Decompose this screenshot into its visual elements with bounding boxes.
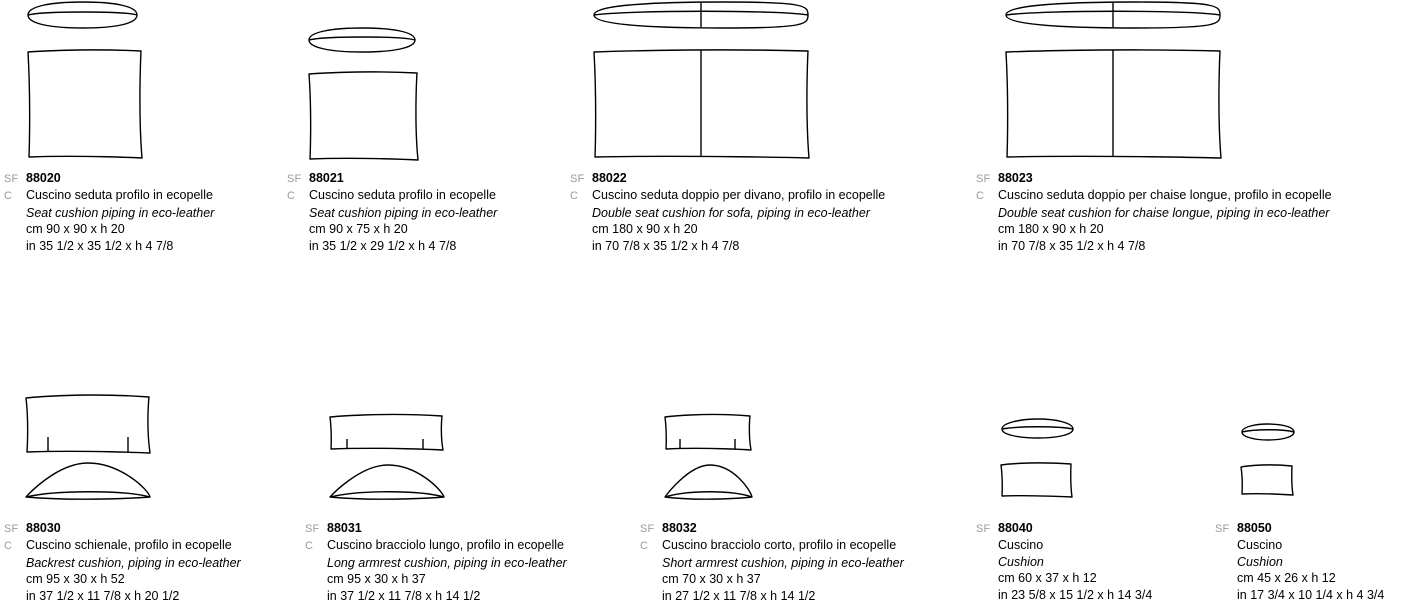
product-code: 88030 <box>26 521 61 535</box>
product-drawing-88023 <box>976 0 1426 170</box>
product-desc-en: Cushion <box>998 554 1044 569</box>
caption-desc-it-row <box>4 187 274 204</box>
tag-c: C <box>640 540 649 553</box>
product-desc-it: Cuscino bracciolo corto, profilo in ecopelle <box>662 538 897 553</box>
product-dim-in: in 23 5/8 x 15 1/2 x h 14 3/4 <box>998 587 1153 602</box>
tag-c: C <box>287 190 296 203</box>
product-card-88050 <box>1215 385 1426 603</box>
product-drawing-88020 <box>4 0 274 170</box>
caption-code-row <box>976 520 1216 537</box>
product-code: 88040 <box>998 521 1033 535</box>
product-caption-88050 <box>1215 520 1426 603</box>
tag-sf: SF <box>4 523 19 535</box>
product-dim-cm: cm 95 x 30 x h 37 <box>327 572 426 587</box>
product-code: 88020 <box>26 171 61 185</box>
product-dim-in: in 35 1/2 x 29 1/2 x h 4 7/8 <box>309 238 457 253</box>
product-dim-cm: cm 180 x 90 x h 20 <box>998 222 1104 237</box>
product-desc-it: Cuscino <box>998 538 1044 553</box>
product-desc-it: Cuscino <box>1237 538 1283 553</box>
caption-desc-it-row <box>976 187 1426 204</box>
product-desc-it: Cuscino seduta doppio per divano, profilo in ecopelle <box>592 188 886 203</box>
product-desc-it: Cuscino seduta profilo in ecopelle <box>26 188 213 203</box>
product-dim-cm: cm 90 x 90 x h 20 <box>26 222 125 237</box>
product-desc-en: Short armrest cushion, piping in eco-leather <box>662 555 904 570</box>
caption-desc-it-row <box>640 537 970 554</box>
product-dim-in: in 35 1/2 x 35 1/2 x h 4 7/8 <box>26 238 174 253</box>
product-card-88030 <box>4 385 294 604</box>
product-desc-en: Double seat cushion for chaise longue, piping in eco-leather <box>998 205 1330 220</box>
product-code: 88050 <box>1237 521 1272 535</box>
product-desc-it: Cuscino schienale, profilo in ecopelle <box>26 538 232 553</box>
product-dim-in: in 37 1/2 x 11 7/8 x h 14 1/2 <box>327 588 481 603</box>
product-dim-cm: cm 95 x 30 x h 52 <box>26 572 125 587</box>
product-drawing-88031 <box>305 385 605 520</box>
product-desc-en: Long armrest cushion, piping in eco-leather <box>327 555 567 570</box>
product-drawing-88050 <box>1215 385 1426 520</box>
tag-c: C <box>976 190 985 203</box>
product-desc-en: Backrest cushion, piping in eco-leather <box>26 555 241 570</box>
product-card-88031 <box>305 385 605 604</box>
product-drawing-88032 <box>640 385 970 520</box>
tag-c: C <box>4 190 13 203</box>
caption-desc-it-row <box>570 187 970 204</box>
product-card-88040 <box>976 385 1216 603</box>
caption-code-row <box>4 170 274 187</box>
product-dim-in: in 70 7/8 x 35 1/2 x h 4 7/8 <box>998 238 1146 253</box>
product-caption-88021 <box>287 170 557 254</box>
tag-c: C <box>305 540 314 553</box>
caption-code-row <box>305 520 605 537</box>
tag-sf: SF <box>976 523 991 535</box>
product-desc-it: Cuscino bracciolo lungo, profilo in ecopelle <box>327 538 564 553</box>
tag-sf: SF <box>570 173 585 185</box>
product-caption-88040 <box>976 520 1216 603</box>
product-caption-88020 <box>4 170 274 254</box>
caption-desc-it-row <box>4 537 294 554</box>
product-desc-it: Cuscino seduta doppio per chaise longue, profilo in ecopelle <box>998 188 1332 203</box>
tag-sf: SF <box>976 173 991 185</box>
caption-code-row <box>287 170 557 187</box>
product-dim-in: in 17 3/4 x 10 1/4 x h 4 3/4 <box>1237 587 1385 602</box>
product-drawing-88030 <box>4 385 294 520</box>
product-caption-88022 <box>570 170 970 254</box>
product-desc-en: Cushion <box>1237 554 1283 569</box>
product-drawing-88022 <box>570 0 970 170</box>
product-code: 88031 <box>327 521 362 535</box>
caption-code-row <box>570 170 970 187</box>
product-dim-cm: cm 45 x 26 x h 12 <box>1237 571 1336 586</box>
product-drawing-88040 <box>976 385 1216 520</box>
product-desc-en: Seat cushion piping in eco-leather <box>309 205 498 220</box>
product-code: 88023 <box>998 171 1033 185</box>
product-desc-it: Cuscino seduta profilo in ecopelle <box>309 188 496 203</box>
product-dim-cm: cm 90 x 75 x h 20 <box>309 222 408 237</box>
product-dim-in: in 37 1/2 x 11 7/8 x h 20 1/2 <box>26 588 180 603</box>
product-desc-en: Double seat cushion for sofa, piping in eco-leather <box>592 205 870 220</box>
product-card-88023 <box>976 0 1426 254</box>
tag-sf: SF <box>4 173 19 185</box>
tag-c: C <box>4 540 13 553</box>
caption-code-row <box>640 520 970 537</box>
caption-desc-it-row <box>305 537 605 554</box>
product-caption-88031 <box>305 520 605 604</box>
tag-sf: SF <box>287 173 302 185</box>
caption-desc-it-row <box>287 187 557 204</box>
product-caption-88030 <box>4 520 294 604</box>
product-desc-en: Seat cushion piping in eco-leather <box>26 205 215 220</box>
caption-code-row <box>4 520 294 537</box>
caption-code-row <box>976 170 1426 187</box>
product-code: 88022 <box>592 171 627 185</box>
tag-sf: SF <box>305 523 320 535</box>
product-drawing-88021 <box>287 0 557 170</box>
tag-sf: SF <box>1215 523 1230 535</box>
product-caption-88023 <box>976 170 1426 254</box>
product-card-88020 <box>4 0 274 254</box>
product-code: 88032 <box>662 521 697 535</box>
product-dim-cm: cm 60 x 37 x h 12 <box>998 571 1097 586</box>
product-card-88021 <box>287 0 557 254</box>
tag-c: C <box>570 190 579 203</box>
product-caption-88032 <box>640 520 970 604</box>
product-dim-cm: cm 180 x 90 x h 20 <box>592 222 698 237</box>
tag-sf: SF <box>640 523 655 535</box>
product-dim-cm: cm 70 x 30 x h 37 <box>662 572 761 587</box>
product-card-88032 <box>640 385 970 604</box>
product-dim-in: in 27 1/2 x 11 7/8 x h 14 1/2 <box>662 588 816 603</box>
product-code: 88021 <box>309 171 344 185</box>
product-dim-in: in 70 7/8 x 35 1/2 x h 4 7/8 <box>592 238 740 253</box>
caption-code-row <box>1215 520 1426 537</box>
product-card-88022 <box>570 0 970 254</box>
